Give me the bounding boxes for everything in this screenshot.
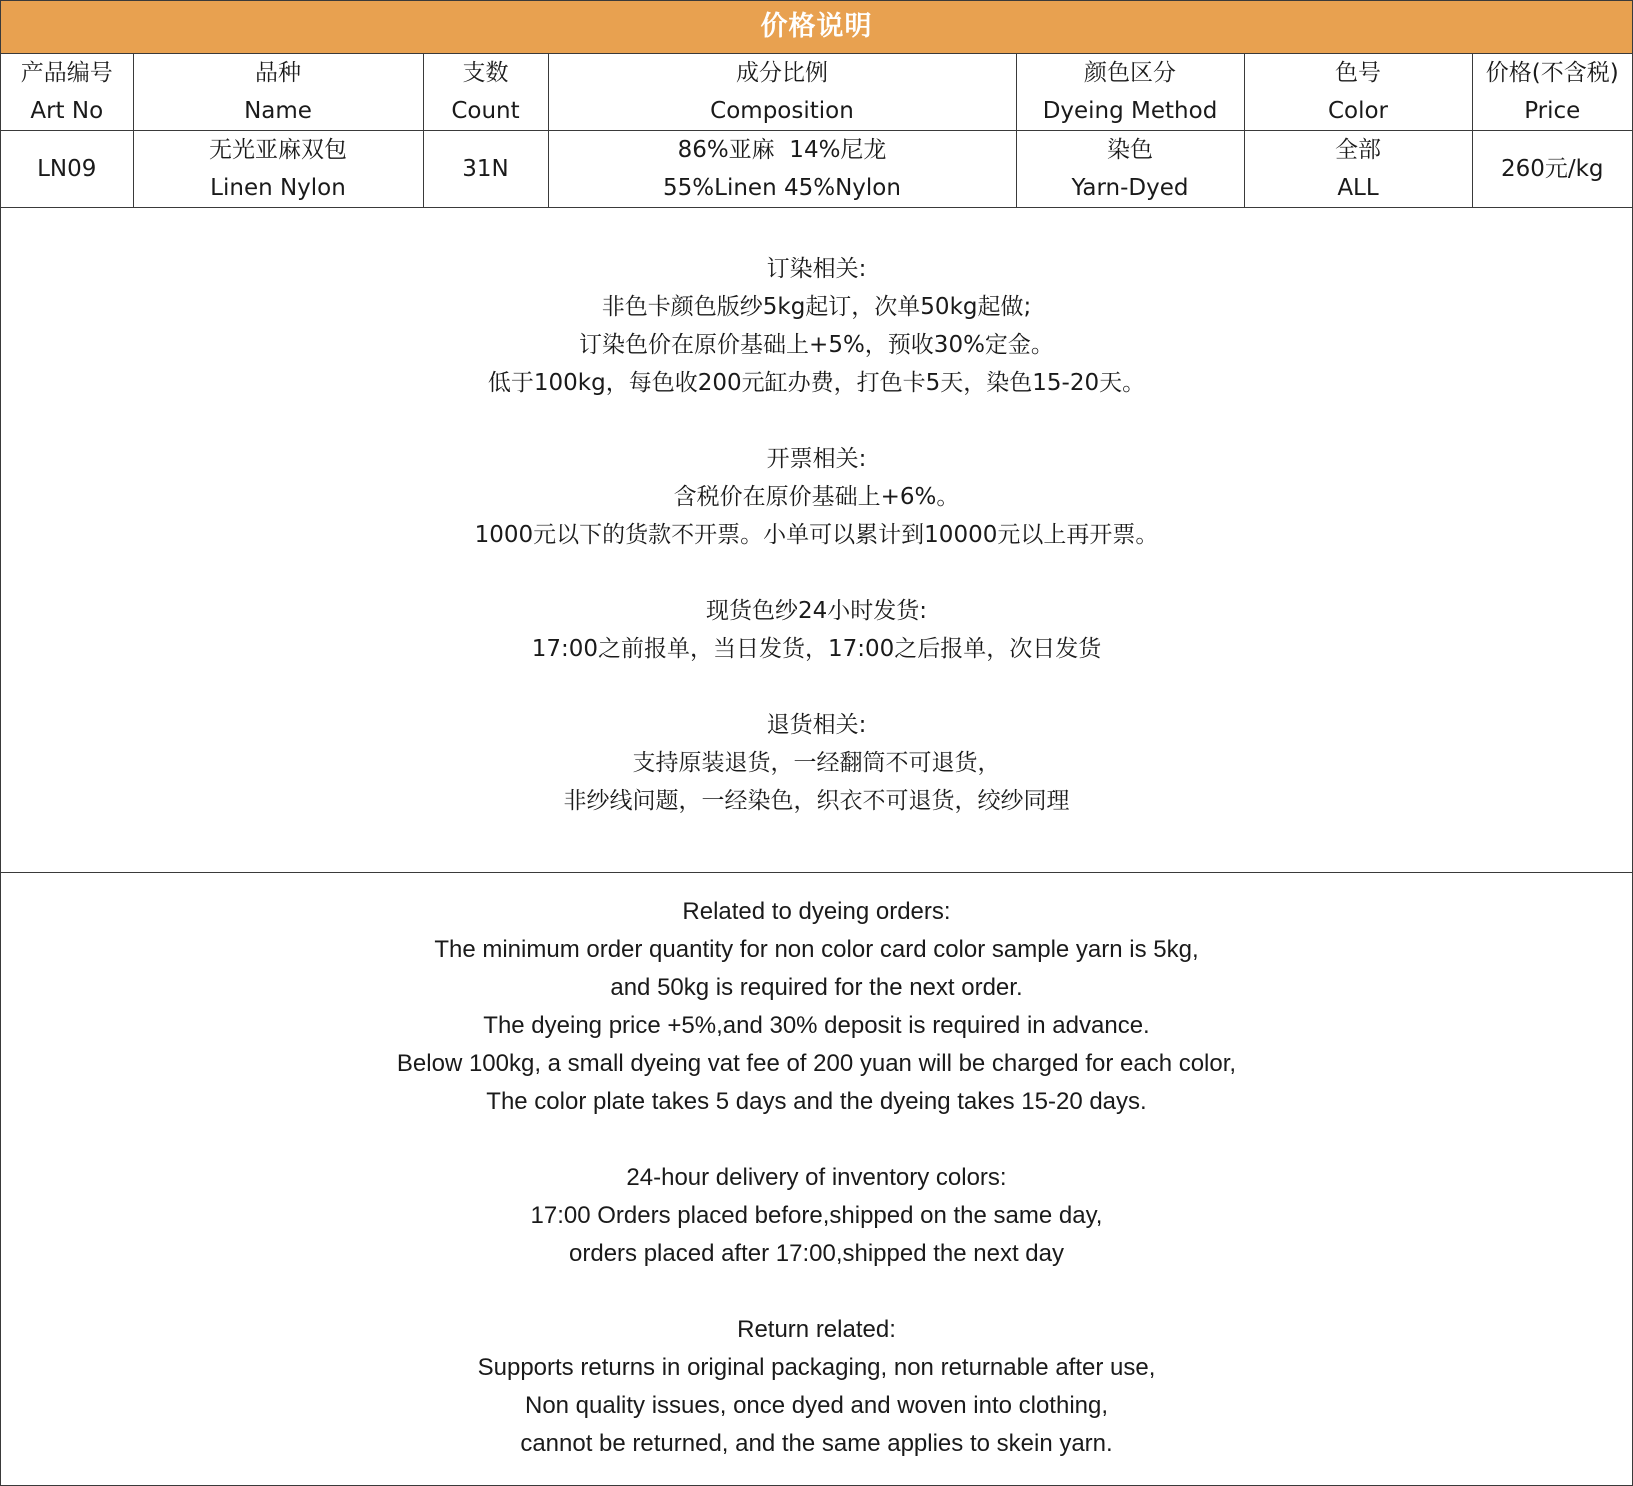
header-label-en: Price (1524, 98, 1581, 124)
color-en: ALL (1337, 175, 1379, 201)
cell-color (1244, 131, 1472, 208)
color-cn: 全部 (1335, 137, 1381, 163)
header-art-no (1, 54, 133, 131)
header-label-en: Name (244, 98, 312, 124)
header-count (423, 54, 548, 131)
notes-line: 17:00 Orders placed before,shipped on the same day, (530, 1202, 1103, 1229)
header-label-cn: 色号 (1335, 60, 1381, 86)
notes-block-delivery-en (1, 1159, 1632, 1273)
notes-line: The color plate takes 5 days and the dyeing takes 15-20 days. (486, 1088, 1147, 1115)
notes-line: and 50kg is required for the next order. (610, 974, 1023, 1001)
notes-line: The minimum order quantity for non color card color sample yarn is 5kg, (434, 936, 1199, 963)
notes-line: 非纱线问题，一经染色，织衣不可退货，绞纱同理 (563, 788, 1070, 814)
notes-heading: Return related: (737, 1316, 896, 1343)
header-label-en: Art No (30, 98, 104, 124)
notes-english (1, 873, 1632, 1463)
notes-line: 1000元以下的货款不开票。小单可以累计到10000元以上再开票。 (474, 522, 1159, 548)
price-table (1, 54, 1632, 208)
header-label-cn: 颜色区分 (1084, 60, 1176, 86)
header-dyeing-method (1016, 54, 1244, 131)
header-label-en: Color (1327, 98, 1389, 124)
header-label-cn: 支数 (462, 60, 509, 86)
notes-block-dyeing-cn (1, 250, 1632, 402)
notes-block-delivery-cn (1, 592, 1632, 668)
notes-heading: 订染相关: (766, 256, 867, 282)
header-label-cn: 价格(不含税) (1485, 60, 1619, 86)
cell-composition (548, 131, 1016, 208)
notes-line: cannot be returned, and the same applies to skein yarn. (520, 1430, 1113, 1457)
header-label-cn: 成分比例 (736, 60, 828, 86)
header-color (1244, 54, 1472, 131)
header-label-cn: 产品编号 (20, 60, 113, 86)
notes-block-returns-cn (1, 706, 1632, 820)
notes-line: Supports returns in original packaging, non returnable after use, (477, 1354, 1156, 1381)
dyeing-en: Yarn-Dyed (1071, 175, 1189, 201)
header-composition (548, 54, 1016, 131)
cell-count: 31N (423, 131, 548, 208)
header-label-en: Dyeing Method (1042, 98, 1218, 124)
cell-dyeing-method (1016, 131, 1244, 208)
notes-line: 17:00之前报单，当日发货，17:00之后报单，次日发货 (531, 636, 1102, 662)
dyeing-cn: 染色 (1107, 137, 1153, 163)
cell-art-no: LN09 (1, 131, 133, 208)
notes-heading: Related to dyeing orders: (682, 898, 951, 925)
notes-chinese (1, 208, 1632, 873)
composition-cn: 86%亚麻 14%尼龙 (677, 137, 887, 163)
table-row (1, 131, 1632, 208)
notes-line: Below 100kg, a small dyeing vat fee of 200 yuan will be charged for each color, (396, 1050, 1237, 1077)
header-label-en: Count (451, 98, 520, 124)
cell-name (133, 131, 423, 208)
notes-block-returns-en (1, 1311, 1632, 1463)
notes-line: The dyeing price +5%,and 30% deposit is required in advance. (483, 1012, 1150, 1039)
notes-heading: 退货相关: (766, 712, 867, 738)
notes-line: 非色卡颜色版纱5kg起订，次单50kg起做; (601, 294, 1032, 320)
notes-line: 低于100kg，每色收200元缸办费，打色卡5天，染色15-20天。 (487, 370, 1146, 396)
notes-line: 订染色价在原价基础上+5%，预收30%定金。 (579, 332, 1054, 358)
notes-block-invoice-cn (1, 440, 1632, 554)
header-name (133, 54, 423, 131)
notes-line: orders placed after 17:00,shipped the next day (569, 1240, 1064, 1267)
notes-heading: 24-hour delivery of inventory colors: (626, 1164, 1007, 1191)
name-en: Linen Nylon (210, 175, 346, 201)
notes-line: 含税价在原价基础上+6%。 (673, 484, 960, 510)
header-price (1472, 54, 1632, 131)
header-label-cn: 品种 (255, 60, 301, 86)
notes-heading: 现货色纱24小时发货: (705, 598, 927, 624)
header-row (1, 54, 1632, 131)
cell-price: 260元/kg (1472, 131, 1632, 208)
notes-heading: 开票相关: (766, 446, 867, 472)
name-cn: 无光亚麻双包 (209, 137, 347, 163)
composition-en: 55%Linen 45%Nylon (663, 175, 901, 201)
page-title: 价格说明 (1, 1, 1632, 54)
notes-block-dyeing-en (1, 893, 1632, 1121)
notes-line: 支持原装退货，一经翻筒不可退货， (632, 750, 1001, 776)
header-label-en: Composition (710, 98, 854, 124)
notes-line: Non quality issues, once dyed and woven into clothing, (524, 1392, 1109, 1419)
